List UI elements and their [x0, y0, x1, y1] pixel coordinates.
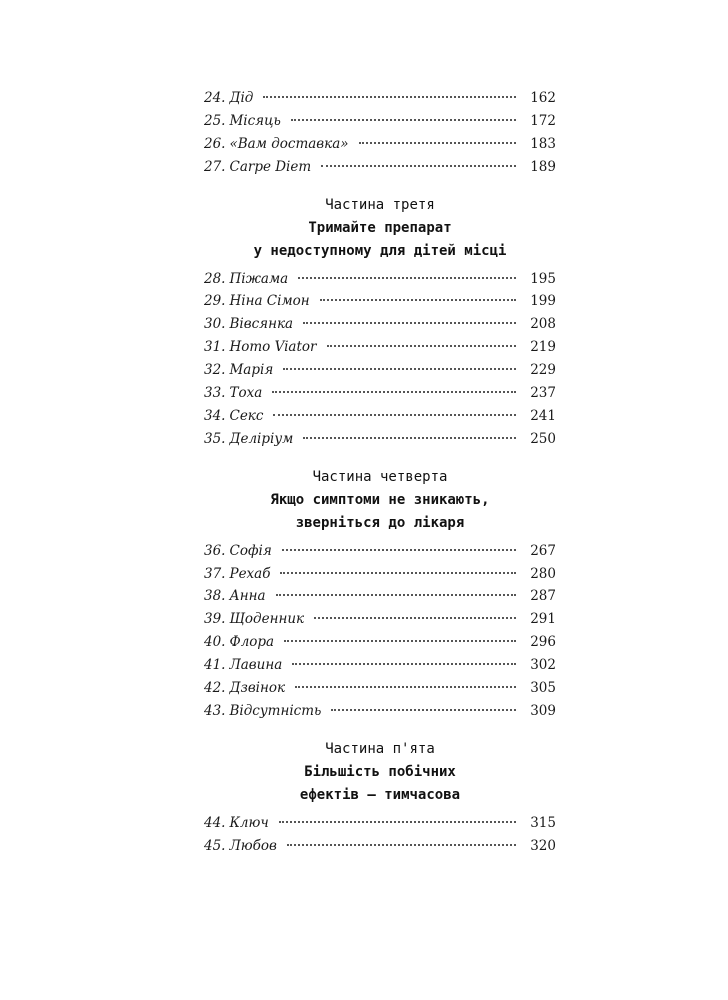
dot-leader — [303, 437, 516, 439]
chapter-title: Деліріум — [229, 430, 294, 447]
page-number: 219 — [530, 339, 556, 356]
chapter-title: Любов — [229, 837, 277, 854]
page-number: 320 — [530, 837, 556, 854]
chapter-number: 28. — [204, 270, 226, 287]
page-number: 291 — [530, 611, 556, 628]
chapter-number: 38. — [204, 588, 226, 605]
page-number: 195 — [530, 270, 556, 287]
chapter-title: «Вам доставка» — [229, 135, 349, 152]
dot-leader — [314, 617, 516, 619]
dot-leader — [320, 299, 516, 301]
chapter-number: 43. — [204, 702, 226, 719]
chapter-title: Дзвінок — [229, 680, 286, 697]
page-number: 305 — [530, 680, 556, 697]
toc-entry[interactable] — [204, 634, 556, 657]
dot-leader — [276, 594, 516, 596]
chapter-number: 42. — [204, 680, 226, 697]
dot-leader — [284, 640, 516, 642]
page-number: 199 — [530, 293, 556, 310]
toc-entry[interactable] — [204, 838, 556, 861]
chapter-number: 26. — [204, 135, 226, 152]
part-title-line: Більшість побічних — [304, 763, 456, 780]
dot-leader — [321, 165, 516, 167]
page-number: 229 — [530, 362, 556, 379]
page-number: 189 — [530, 158, 556, 175]
chapter-number: 33. — [204, 385, 226, 402]
dot-leader — [298, 277, 516, 279]
toc-entry[interactable] — [204, 611, 556, 634]
dot-leader — [282, 549, 516, 551]
toc-entry[interactable] — [204, 815, 556, 838]
toc-entry[interactable] — [204, 293, 556, 316]
part-title-line: Тримайте препарат — [308, 219, 452, 236]
chapter-title: Лавина — [229, 657, 283, 674]
chapter-number: 31. — [204, 339, 226, 356]
toc-entry[interactable] — [204, 136, 556, 159]
toc-entry[interactable] — [204, 113, 556, 136]
dot-leader — [287, 844, 516, 846]
toc-entry[interactable] — [204, 588, 556, 611]
toc-entry[interactable] — [204, 703, 556, 726]
dot-leader — [273, 414, 516, 416]
table-of-contents — [204, 90, 556, 861]
toc-entry[interactable] — [204, 408, 556, 431]
chapter-title: Тоха — [229, 385, 263, 402]
dot-leader — [291, 119, 516, 121]
chapter-title: Відсутність — [229, 702, 322, 719]
chapter-number: 44. — [204, 814, 226, 831]
chapter-number: 25. — [204, 112, 226, 129]
toc-entry[interactable] — [204, 271, 556, 294]
chapter-title: Секс — [229, 407, 264, 424]
chapter-number: 24. — [204, 90, 226, 106]
part-title-line: у недоступному для дітей місці — [253, 242, 507, 259]
dot-leader — [331, 709, 516, 711]
chapter-number: 36. — [204, 542, 226, 559]
chapter-title: Рехаб — [229, 565, 271, 582]
toc-entry[interactable] — [204, 90, 556, 113]
dot-leader — [272, 391, 516, 393]
chapter-title: Флора — [229, 634, 275, 651]
toc-entry[interactable] — [204, 339, 556, 362]
chapter-number: 41. — [204, 657, 226, 674]
dot-leader — [292, 663, 516, 665]
page-number: 267 — [530, 542, 556, 559]
chapter-title: Марія — [229, 362, 274, 379]
page-number: 237 — [530, 385, 556, 402]
toc-entry[interactable] — [204, 159, 556, 182]
chapter-title: Щоденник — [229, 611, 305, 628]
chapter-title: Вівсянка — [229, 316, 294, 333]
part-label: Частина третя — [325, 196, 435, 213]
toc-entry[interactable] — [204, 431, 556, 454]
chapter-title: Місяць — [229, 112, 281, 129]
chapter-number: 27. — [204, 158, 226, 175]
page-number: 208 — [530, 316, 556, 333]
chapter-number: 32. — [204, 362, 226, 379]
toc-section — [204, 194, 556, 454]
page-number: 172 — [530, 112, 556, 129]
part-title-line: зверніться до лікаря — [295, 514, 465, 531]
page-number: 280 — [530, 565, 556, 582]
dot-leader — [327, 345, 517, 347]
toc-section — [204, 738, 556, 861]
chapter-title: Дід — [229, 90, 254, 106]
chapter-title: Homo Viator — [229, 339, 317, 356]
toc-entry[interactable] — [204, 566, 556, 589]
chapter-number: 35. — [204, 430, 226, 447]
part-label: Частина п'ята — [325, 740, 435, 757]
page-number: 250 — [530, 430, 556, 447]
dot-leader — [280, 572, 516, 574]
part-title-line: Якщо симптоми не зникають, — [270, 491, 490, 508]
part-label: Частина четверта — [312, 468, 448, 485]
dot-leader — [295, 686, 516, 688]
page-number: 315 — [530, 814, 556, 831]
chapter-title: Софія — [229, 542, 272, 559]
chapter-number: 39. — [204, 611, 226, 628]
toc-entry[interactable] — [204, 680, 556, 703]
chapter-title: Ключ — [229, 814, 269, 831]
dot-leader — [283, 368, 516, 370]
dot-leader — [359, 142, 516, 144]
dot-leader — [263, 96, 516, 98]
chapter-number: 29. — [204, 293, 226, 310]
page-number: 309 — [530, 702, 556, 719]
page-number: 241 — [530, 407, 556, 424]
chapter-title: Анна — [229, 588, 266, 605]
part-header — [204, 194, 556, 263]
page-number: 302 — [530, 657, 556, 674]
chapter-title: Піжама — [229, 270, 289, 287]
chapter-number: 40. — [204, 634, 226, 651]
toc-section — [204, 90, 556, 182]
page-number: 183 — [530, 135, 556, 152]
page-number: 296 — [530, 634, 556, 651]
toc-entry[interactable] — [204, 385, 556, 408]
chapter-number: 30. — [204, 316, 226, 333]
page-number: 162 — [530, 90, 556, 106]
toc-entry[interactable] — [204, 362, 556, 385]
chapter-number: 37. — [204, 565, 226, 582]
toc-section — [204, 466, 556, 726]
part-header — [204, 738, 556, 807]
chapter-number: 34. — [204, 407, 226, 424]
chapter-title: Carpe Diem — [229, 158, 312, 175]
toc-entry[interactable] — [204, 657, 556, 680]
part-header — [204, 466, 556, 535]
chapter-title: Ніна Сімон — [229, 293, 310, 310]
toc-entry[interactable] — [204, 316, 556, 339]
part-title-line: ефектів — тимчасова — [299, 786, 461, 803]
dot-leader — [279, 821, 516, 823]
page-number: 287 — [530, 588, 556, 605]
chapter-number: 45. — [204, 837, 226, 854]
toc-entry[interactable] — [204, 543, 556, 566]
dot-leader — [303, 322, 516, 324]
